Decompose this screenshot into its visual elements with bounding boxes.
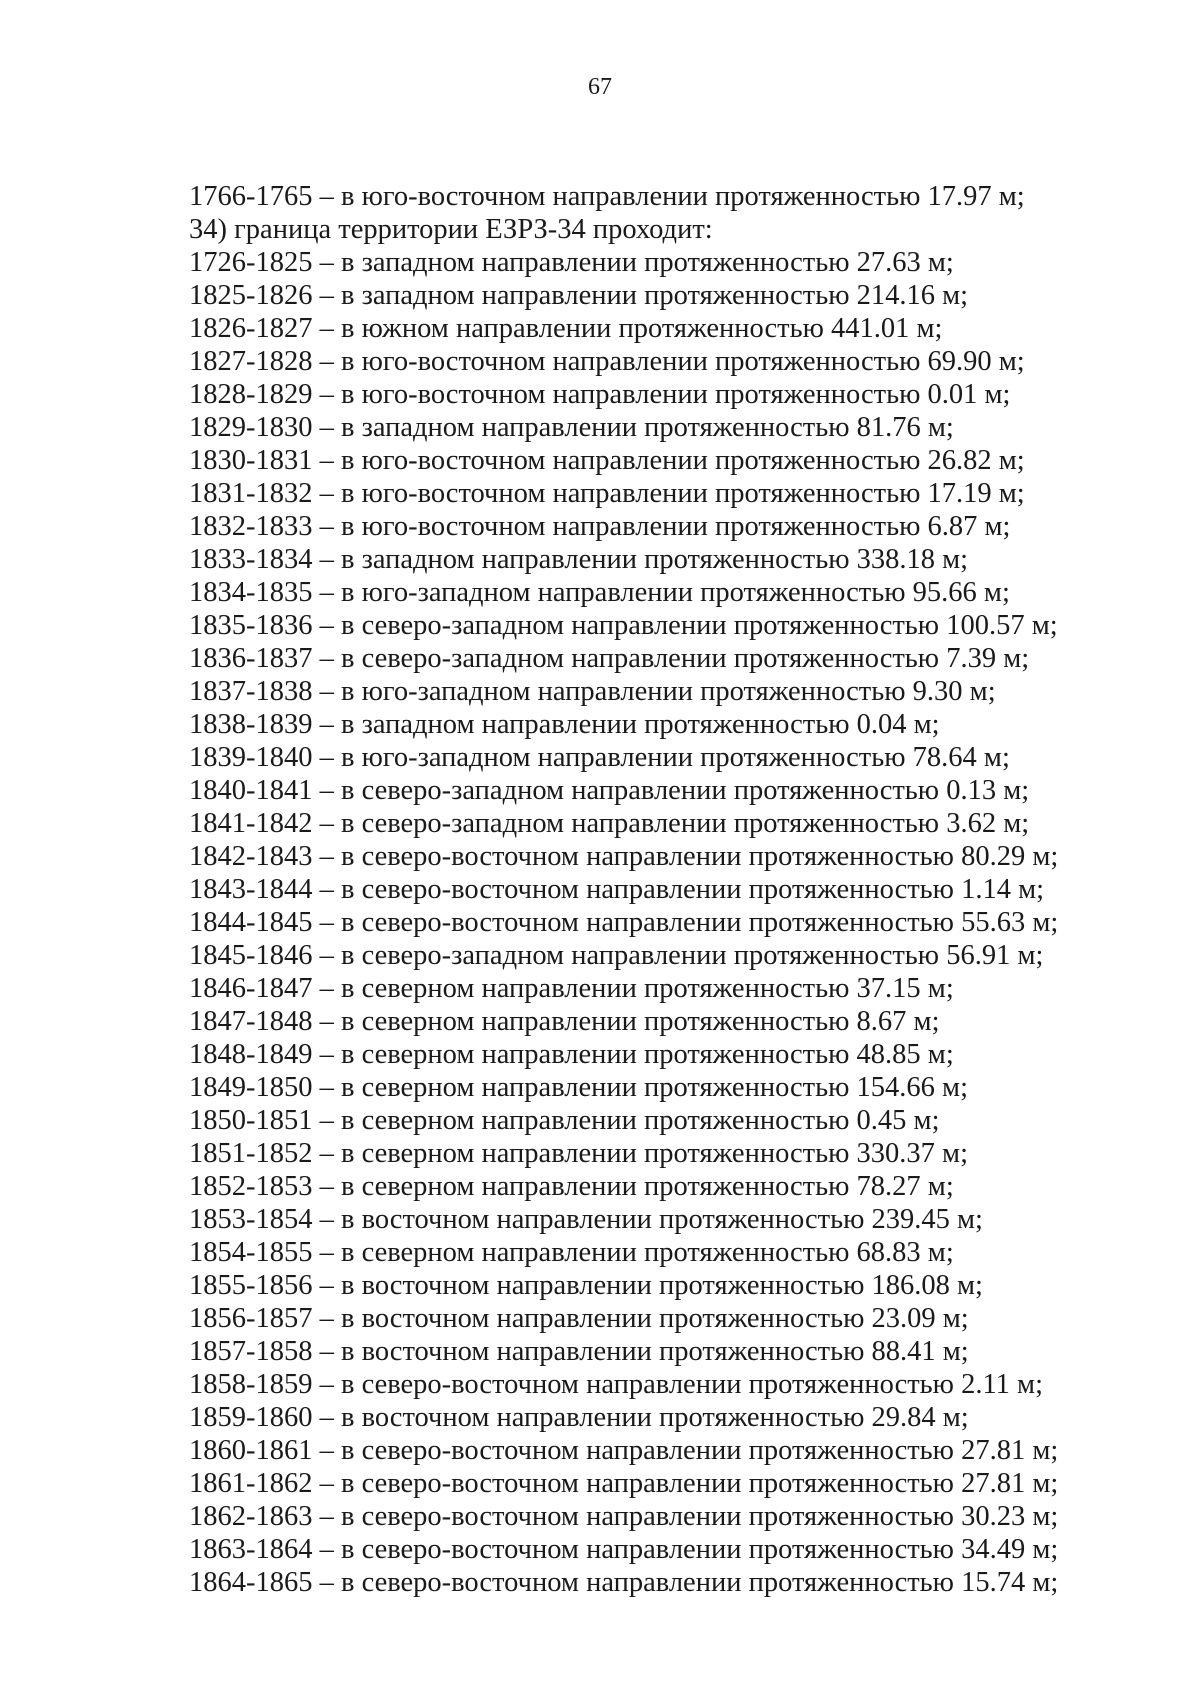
boundary-segment-line: 1860-1861 – в северо-восточном направлении протяженностью 27.81 м; <box>189 1435 1059 1466</box>
boundary-segment-line: 1831-1832 – в юго-восточном направлении протяженностью 17.19 м; <box>189 478 1025 509</box>
boundary-segment-line: 1834-1835 – в юго-западном направлении протяженностью 95.66 м; <box>189 577 1010 608</box>
boundary-segment-line: 1837-1838 – в юго-западном направлении протяженностью 9.30 м; <box>189 676 996 707</box>
boundary-segment-line: 1832-1833 – в юго-восточном направлении протяженностью 6.87 м; <box>189 511 1011 542</box>
boundary-segment-line: 1863-1864 – в северо-восточном направлении протяженностью 34.49 м; <box>189 1534 1059 1565</box>
boundary-segment-line: 1855-1856 – в восточном направлении протяженностью 186.08 м; <box>189 1270 983 1301</box>
boundary-segment-line: 1861-1862 – в северо-восточном направлении протяженностью 27.81 м; <box>189 1468 1059 1499</box>
boundary-segment-line: 1825-1826 – в западном направлении протяженностью 214.16 м; <box>189 280 969 311</box>
section-heading: 34) граница территории ЕЗРЗ-34 проходит: <box>189 214 713 245</box>
boundary-segment-line: 1850-1851 – в северном направлении протяженностью 0.45 м; <box>189 1105 940 1136</box>
boundary-segment-line: 1841-1842 – в северо-западном направлении протяженностью 3.62 м; <box>189 808 1030 839</box>
boundary-segment-line: 1840-1841 – в северо-западном направлении протяженностью 0.13 м; <box>189 775 1030 806</box>
boundary-segment-line: 1854-1855 – в северном направлении протяженностью 68.83 м; <box>189 1237 954 1268</box>
boundary-segment-line: 1847-1848 – в северном направлении протяженностью 8.67 м; <box>189 1006 940 1037</box>
boundary-segment-line: 1826-1827 – в южном направлении протяженностью 441.01 м; <box>189 313 943 344</box>
boundary-segment-line: 1852-1853 – в северном направлении протяженностью 78.27 м; <box>189 1171 954 1202</box>
boundary-segment-line: 1766-1765 – в юго-восточном направлении протяженностью 17.97 м; <box>189 181 1025 212</box>
boundary-segment-line: 1829-1830 – в западном направлении протяженностью 81.76 м; <box>189 412 954 443</box>
document-body <box>189 180 1089 1599</box>
boundary-segment-line: 1843-1844 – в северо-восточном направлении протяженностью 1.14 м; <box>189 874 1045 905</box>
boundary-segment-line: 1851-1852 – в северном направлении протяженностью 330.37 м; <box>189 1138 969 1169</box>
boundary-segment-line: 1862-1863 – в северо-восточном направлении протяженностью 30.23 м; <box>189 1501 1059 1532</box>
boundary-segment-line: 1858-1859 – в северо-восточном направлении протяженностью 2.11 м; <box>189 1369 1043 1400</box>
boundary-segment-line: 1853-1854 – в восточном направлении протяженностью 239.45 м; <box>189 1204 983 1235</box>
boundary-segment-line: 1864-1865 – в северо-восточном направлении протяженностью 15.74 м; <box>189 1567 1059 1598</box>
boundary-segment-line: 1835-1836 – в северо-западном направлении протяженностью 100.57 м; <box>189 610 1058 641</box>
boundary-segment-line: 1849-1850 – в северном направлении протяженностью 154.66 м; <box>189 1072 969 1103</box>
boundary-segment-line: 1828-1829 – в юго-восточном направлении протяженностью 0.01 м; <box>189 379 1011 410</box>
boundary-segment-line: 1726-1825 – в западном направлении протяженностью 27.63 м; <box>189 247 954 278</box>
boundary-segment-line: 1839-1840 – в юго-западном направлении протяженностью 78.64 м; <box>189 742 1010 773</box>
page-number: 67 <box>588 74 612 100</box>
boundary-segment-line: 1842-1843 – в северо-восточном направлении протяженностью 80.29 м; <box>189 841 1059 872</box>
boundary-segment-line: 1838-1839 – в западном направлении протяженностью 0.04 м; <box>189 709 940 740</box>
boundary-segment-line: 1859-1860 – в восточном направлении протяженностью 29.84 м; <box>189 1402 969 1433</box>
boundary-segment-line: 1845-1846 – в северо-западном направлении протяженностью 56.91 м; <box>189 940 1044 971</box>
boundary-segment-line: 1827-1828 – в юго-восточном направлении протяженностью 69.90 м; <box>189 346 1025 377</box>
boundary-segment-line: 1833-1834 – в западном направлении протяженностью 338.18 м; <box>189 544 969 575</box>
boundary-segment-line: 1856-1857 – в восточном направлении протяженностью 23.09 м; <box>189 1303 969 1334</box>
boundary-segment-line: 1857-1858 – в восточном направлении протяженностью 88.41 м; <box>189 1336 969 1367</box>
boundary-segment-line: 1846-1847 – в северном направлении протяженностью 37.15 м; <box>189 973 954 1004</box>
boundary-segment-line: 1830-1831 – в юго-восточном направлении протяженностью 26.82 м; <box>189 445 1025 476</box>
boundary-segment-line: 1836-1837 – в северо-западном направлении протяженностью 7.39 м; <box>189 643 1030 674</box>
boundary-segment-line: 1844-1845 – в северо-восточном направлении протяженностью 55.63 м; <box>189 907 1059 938</box>
boundary-segment-line: 1848-1849 – в северном направлении протяженностью 48.85 м; <box>189 1039 954 1070</box>
